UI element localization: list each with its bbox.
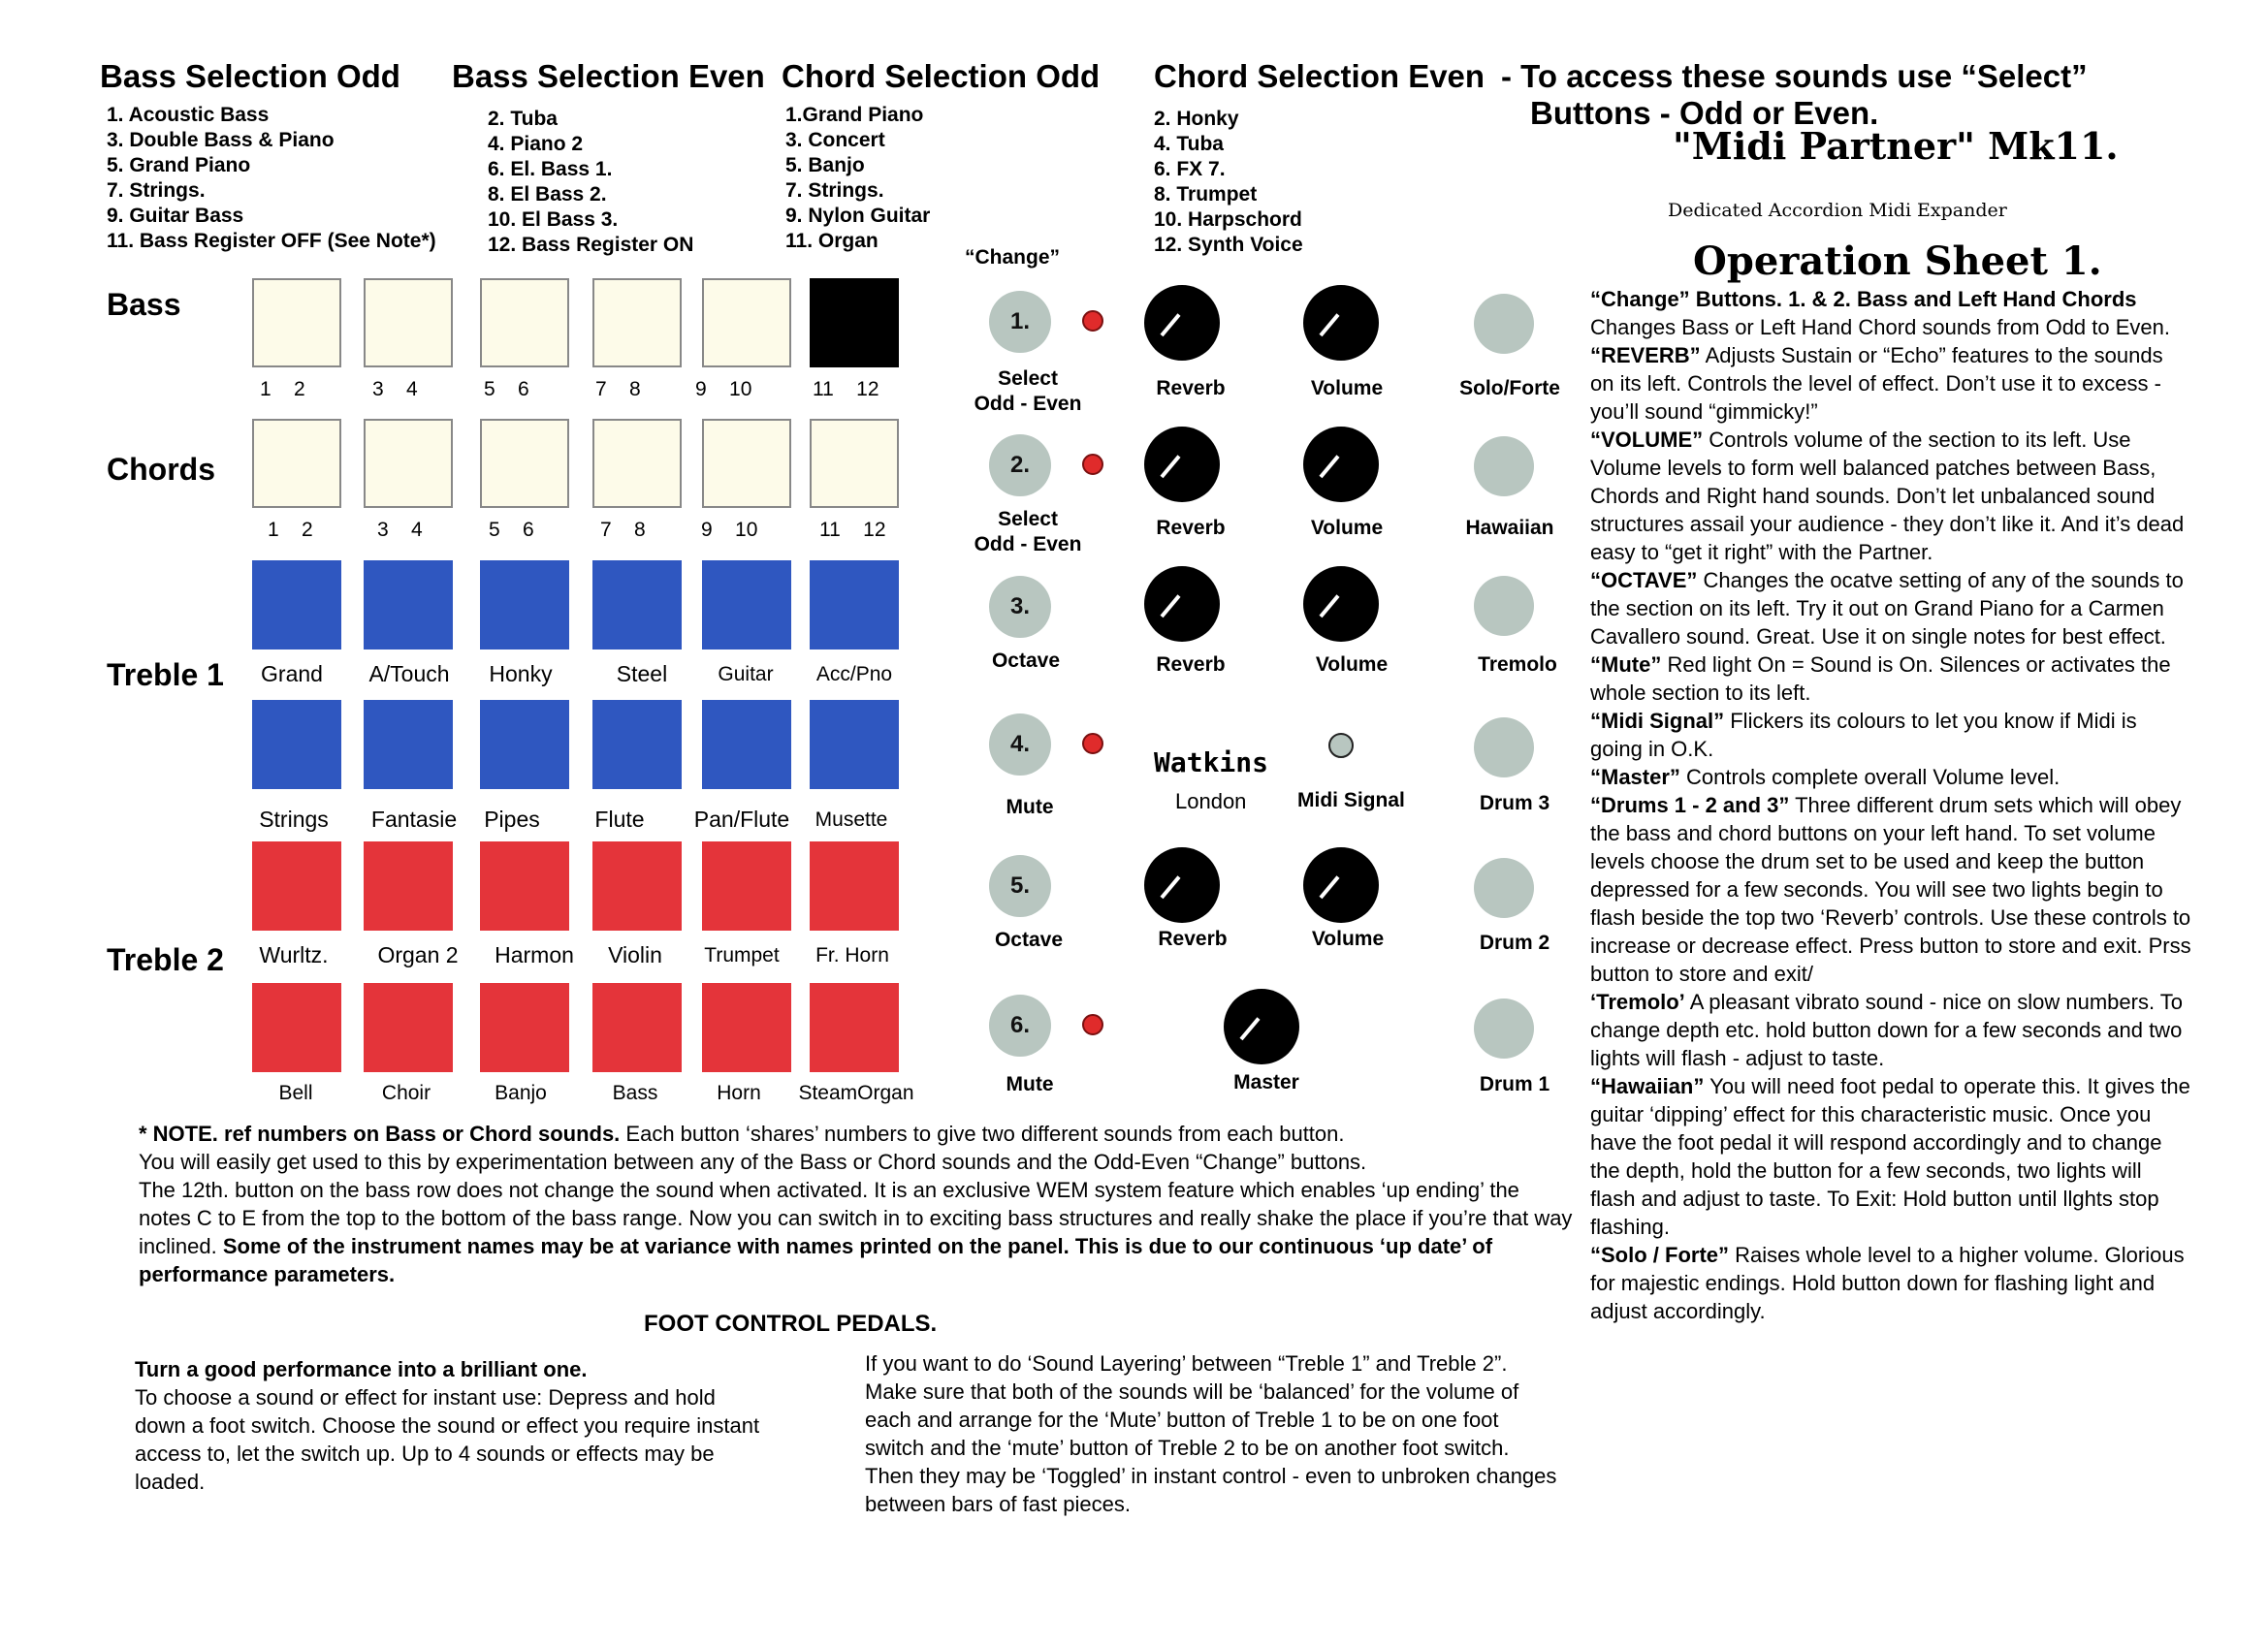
pad-label: Violin	[608, 942, 662, 967]
bass-number-label: 7 8	[595, 378, 641, 400]
bass-number-label: 9 10	[695, 378, 752, 400]
button-label: Tremolo	[1478, 653, 1557, 676]
note-paragraph	[139, 1120, 1574, 1288]
pad-label: Steel	[616, 661, 668, 686]
list-item: 10. El Bass 3.	[488, 208, 619, 231]
pad-label: Bass	[612, 1082, 658, 1104]
list-item: 7. Strings.	[785, 179, 884, 202]
button-label: Select Odd - Even	[974, 367, 1082, 415]
octave-button-3[interactable]: 3.	[989, 576, 1051, 638]
drum-1-button[interactable]	[1474, 998, 1534, 1059]
chord-number-label: 1 2	[268, 519, 313, 541]
side-item: “OCTAVE” Changes the ocatve setting of any of the sounds to the section on its left. Try it out on Grand Piano for a Carmen Cavallero sound. Great. Use it on single notes for best effect.	[1590, 568, 2184, 649]
chord-button-5[interactable]	[702, 419, 791, 508]
change-header: “Change”	[965, 246, 1061, 269]
pad-label: Guitar	[718, 663, 774, 685]
bass-button-6[interactable]	[810, 278, 899, 367]
side-item: “Change” Buttons. 1. & 2. Bass and Left Hand Chords Changes Bass or Left Hand Chord sounds from Odd to Even.	[1590, 287, 2170, 339]
treble2-button-organ2[interactable]	[364, 841, 453, 931]
pad-label: Musette	[815, 808, 888, 831]
note-text: Each button ‘shares’ numbers to give two different sounds from each button.	[620, 1122, 1345, 1146]
brand-city: London	[1175, 789, 1247, 813]
list-item: 3. Double Bass & Piano	[107, 129, 335, 151]
bass-number-label: 11 12	[813, 378, 879, 400]
treble1-button-flute[interactable]	[592, 700, 682, 789]
midi-signal-label: Midi Signal	[1297, 789, 1405, 811]
pad-label: Fantasie	[370, 807, 458, 832]
treble2-button-trumpet[interactable]	[702, 841, 791, 931]
bass-odd-header: Bass Selection Odd	[100, 58, 400, 94]
pad-label: Pipes	[484, 807, 540, 832]
button-label: Mute	[1006, 796, 1054, 818]
pad-label: Trumpet	[704, 944, 780, 967]
midi-signal-light	[1328, 733, 1354, 758]
note-text: You will easily get used to this by experimentation between any of the Bass or Chord sounds and the Odd-Even “Change” buttons.	[139, 1150, 1367, 1174]
treble2-button-horn[interactable]	[702, 983, 791, 1072]
side-item: “VOLUME” Controls volume of the section to its left. Use Volume levels to form well balanced patches between Bass, Chords and Right hand sounds. Don’t let unbalanced sound structures assail your audience - they don’t like it. And it’s dead easy to “get it right” with the Partner.	[1590, 428, 2185, 564]
bass-number-label: 5 6	[484, 378, 529, 400]
side-item: “Hawaiian” You will need foot pedal to operate this. It gives the guitar ‘dipping’ effect for this characteristic music. Once you have the foot pedal it will respond accordingly and to change the depth, hold the button for a few seconds, two lights will flash and adjust to taste. To Exit: Hold button until llghts stop flashing.	[1590, 1074, 2190, 1239]
chord-even-list	[1154, 107, 1303, 258]
list-item: 4. Tuba	[1154, 133, 1224, 155]
bass-button-2[interactable]	[364, 278, 453, 367]
pad-label: Pan/Flute	[693, 807, 790, 832]
button-label: Solo/Forte	[1459, 377, 1560, 399]
list-item: 8. Trumpet	[1154, 183, 1258, 206]
list-item: 2. Tuba	[488, 108, 558, 130]
knob-label: Volume	[1315, 653, 1389, 676]
volume-knob[interactable]	[1303, 847, 1379, 923]
hawaiian-button[interactable]	[1474, 436, 1534, 496]
pad-label: Bell	[278, 1082, 313, 1104]
treble2-button-violin[interactable]	[592, 841, 682, 931]
list-item: 11. Bass Register OFF (See Note*)	[107, 230, 436, 252]
treble2-button-frhorn[interactable]	[810, 841, 899, 931]
chord-number-label: 7 8	[600, 519, 646, 541]
side-item: “Mute” Red light On = Sound is On. Silences or activates the whole section to its left.	[1590, 652, 2171, 705]
foot-left-text: To choose a sound or effect for instant use: Depress and hold down a foot switch. Choose the sound or effect you require instant access to, let the switch up. Up to 4 sounds or effects may be loaded.	[135, 1385, 760, 1494]
master-knob[interactable]	[1224, 989, 1299, 1064]
knob-label: Volume	[1310, 377, 1384, 399]
pad-label: Honky	[489, 661, 553, 686]
volume-knob[interactable]	[1303, 566, 1379, 642]
access-note-line1: - To access these sounds use “Select”	[1501, 58, 2088, 94]
button-label: Hawaiian	[1465, 517, 1554, 539]
list-item: 3. Concert	[785, 129, 885, 151]
side-item: “Drums 1 - 2 and 3” Three different drum sets which will obey the bass and chord buttons on your left hand. To set volume levels choose the drum set to be used and keep the button depressed for a few seconds. You will see two lights begin to flash beside the top two ‘Reverb’ controls. Use these controls to increase or decrease effect. Press button to store and exit. Prss button to store and exit/	[1590, 793, 2191, 986]
treble1-button-accpno[interactable]	[810, 560, 899, 650]
treble2-button-bass[interactable]	[592, 983, 682, 1072]
drum-2-button[interactable]	[1474, 858, 1534, 918]
sheet-title: Operation Sheet 1.	[1693, 238, 2102, 284]
reverb-knob[interactable]	[1144, 566, 1220, 642]
list-item: 6. El. Bass 1.	[488, 158, 613, 180]
bass-button-1[interactable]	[252, 278, 341, 367]
product-subtitle: Dedicated Accordion Midi Expander	[1668, 200, 2007, 221]
button-label: Drum 2	[1479, 932, 1550, 954]
knob-label: Reverb	[1156, 653, 1226, 676]
row-label-treble1: Treble 1	[107, 657, 224, 692]
button-label: Mute	[1006, 1073, 1054, 1095]
volume-knob[interactable]	[1303, 427, 1379, 502]
list-item: 4. Piano 2	[488, 133, 584, 155]
knob-label: Reverb	[1156, 377, 1226, 399]
pad-label: Grand	[261, 661, 323, 686]
led-indicator	[1082, 733, 1103, 754]
button-label: Drum 1	[1479, 1073, 1550, 1095]
list-item: 1.Grand Piano	[785, 104, 924, 126]
pad-label: Wurltz.	[259, 942, 329, 967]
led-indicator	[1082, 454, 1103, 475]
side-item: “REVERB” Adjusts Sustain or “Echo” features to the sounds on its left. Controls the level of effect. Don’t use it to excess - you’ll sound “gimmicky!”	[1590, 343, 2163, 424]
chord-number-label: 3 4	[377, 519, 423, 541]
pad-label: Acc/Pno	[815, 663, 893, 685]
treble1-button-grand[interactable]	[252, 560, 341, 650]
volume-knob[interactable]	[1303, 285, 1379, 361]
bass-even-list	[488, 107, 693, 258]
reverb-knob[interactable]	[1144, 847, 1220, 923]
chord-button-3[interactable]	[480, 419, 569, 508]
side-explanations	[1590, 285, 2191, 1325]
chord-button-4[interactable]	[592, 419, 682, 508]
brand-name: Watkins	[1154, 746, 1269, 778]
side-item: “Solo / Forte” Raises whole level to a higher volume. Glorious for majestic endings. Hold button down for flashing light and adjust accordingly.	[1590, 1243, 2185, 1323]
list-item: 11. Organ	[785, 230, 878, 252]
pad-label: Banjo	[495, 1082, 547, 1104]
chord-number-label: 9 10	[701, 519, 758, 541]
treble2-button-steamorgan[interactable]	[810, 983, 899, 1072]
row-label-treble2: Treble 2	[107, 942, 224, 977]
button-label: Drum 3	[1479, 792, 1550, 814]
knob-label: Volume	[1311, 928, 1385, 950]
chord-odd-list	[785, 103, 930, 254]
tremolo-button[interactable]	[1474, 576, 1534, 636]
bass-number-label: 1 2	[260, 378, 305, 400]
list-item: 7. Strings.	[107, 179, 206, 202]
bass-button-5[interactable]	[702, 278, 791, 367]
treble2-button-bell[interactable]	[252, 983, 341, 1072]
bass-even-header: Bass Selection Even	[452, 58, 765, 94]
note-lead: * NOTE. ref numbers on Bass or Chord sounds.	[139, 1122, 621, 1146]
knob-label: Master	[1233, 1071, 1299, 1093]
chord-button-1[interactable]	[252, 419, 341, 508]
treble1-button-fantasie[interactable]	[364, 700, 453, 789]
treble2-button-banjo[interactable]	[480, 983, 569, 1072]
row-label-bass: Bass	[107, 287, 181, 322]
list-item: 12. Bass Register ON	[488, 234, 694, 256]
mute-button-4[interactable]: 4.	[989, 713, 1051, 776]
side-item: ‘Tremolo’ A pleasant vibrato sound - nice on slow numbers. To change depth etc. hold button down for a few seconds and two lights will flash - adjust to taste.	[1590, 990, 2184, 1070]
treble1-button-pipes[interactable]	[480, 700, 569, 789]
bass-odd-list	[107, 103, 436, 254]
treble1-button-strings[interactable]	[252, 700, 341, 789]
foot-title: FOOT CONTROL PEDALS.	[644, 1311, 938, 1337]
list-item: 9. Guitar Bass	[107, 205, 244, 227]
treble2-button-choir[interactable]	[364, 983, 453, 1072]
button-label: Octave	[994, 929, 1064, 951]
list-item: 5. Banjo	[785, 154, 865, 176]
foot-left-bold: Turn a good performance into a brilliant one.	[135, 1357, 588, 1381]
chord-number-label: 11 12	[819, 519, 886, 541]
change-button-2[interactable]: 2.	[989, 434, 1051, 496]
bass-number-label: 3 4	[372, 378, 418, 400]
row-label-chords: Chords	[107, 452, 215, 487]
button-label: Octave	[991, 650, 1061, 672]
foot-left-paragraph	[135, 1355, 765, 1496]
led-indicator	[1082, 1014, 1103, 1035]
chord-number-label: 5 6	[489, 519, 534, 541]
knob-label: Volume	[1310, 517, 1384, 539]
list-item: 12. Synth Voice	[1154, 234, 1303, 256]
knob-label: Reverb	[1158, 928, 1228, 950]
led-indicator	[1082, 310, 1103, 332]
button-label: Select Odd - Even	[974, 508, 1082, 555]
reverb-knob[interactable]	[1144, 427, 1220, 502]
chord-button-6[interactable]	[810, 419, 899, 508]
treble1-button-steel[interactable]	[592, 560, 682, 650]
mute-button-6[interactable]: 6.	[989, 995, 1051, 1057]
side-item: “Master” Controls complete overall Volume level.	[1590, 765, 2060, 789]
solo-forte-button[interactable]	[1474, 294, 1534, 354]
chord-odd-header: Chord Selection Odd	[782, 58, 1101, 94]
treble1-button-atouch[interactable]	[364, 560, 453, 650]
list-item: 6. FX 7.	[1154, 158, 1226, 180]
pad-label: Harmon	[495, 942, 574, 967]
change-button-1[interactable]: 1.	[989, 291, 1051, 353]
treble1-button-panflute[interactable]	[702, 700, 791, 789]
pad-label: Flute	[594, 807, 645, 832]
pad-label: Horn	[717, 1082, 761, 1104]
list-item: 2. Honky	[1154, 108, 1239, 130]
chord-even-header: Chord Selection Even	[1154, 58, 1485, 94]
octave-button-5[interactable]: 5.	[989, 855, 1051, 917]
drum-3-button[interactable]	[1474, 717, 1534, 777]
pad-label: Strings	[259, 807, 329, 832]
knob-label: Reverb	[1156, 517, 1226, 539]
access-note-line2: Buttons - Odd or Even.	[1530, 95, 1879, 131]
reverb-knob[interactable]	[1144, 285, 1220, 361]
note-bold-end: Some of the instrument names may be at variance with names printed on the panel. This is due to our continuous ‘up date’ of performance parameters.	[139, 1234, 1493, 1286]
list-item: 5. Grand Piano	[107, 154, 251, 176]
chord-button-2[interactable]	[364, 419, 453, 508]
pad-label: A/Touch	[368, 661, 450, 686]
product-title: "Midi Partner" Mk11.	[1673, 124, 2119, 168]
foot-right-paragraph: If you want to do ‘Sound Layering’ between “Treble 1” and Treble 2”. Make sure that both of the sounds will be ‘balanced’ for the volume of each and arrange for the ‘Mute’ button of Treble 1 to be on one foot switch and the ‘mute’ button of Treble 2 to be on another foot switch. Then they may be ‘Toggled’ in instant control - even to unbroken changes between bars of fast pieces.	[865, 1351, 1557, 1516]
pad-label: Fr. Horn	[815, 944, 889, 967]
bass-button-4[interactable]	[592, 278, 682, 367]
list-item: 8. El Bass 2.	[488, 183, 607, 206]
pad-label: SteamOrgan	[798, 1082, 914, 1104]
treble1-button-guitar[interactable]	[702, 560, 791, 650]
note-text: The 12th. button on the bass row does not change the sound when activated. It is an exclusive WEM system feature which enables ‘up ending’ the notes C to E from the top to the bottom of the bass range. Now you can switch in to exciting bass structures and really shake the place if you’re that way inclined.	[139, 1178, 1573, 1258]
list-item: 10. Harpschord	[1154, 208, 1302, 231]
pad-label: Choir	[381, 1082, 431, 1104]
list-item: 1. Acoustic Bass	[107, 104, 270, 126]
treble1-button-honky[interactable]	[480, 560, 569, 650]
treble1-button-musette[interactable]	[810, 700, 899, 789]
treble2-button-wurltz[interactable]	[252, 841, 341, 931]
list-item: 9. Nylon Guitar	[785, 205, 931, 227]
pad-label: Organ 2	[377, 942, 459, 967]
treble2-button-harmon[interactable]	[480, 841, 569, 931]
side-item: “Midi Signal” Flickers its colours to let you know if Midi is going in O.K.	[1590, 709, 2137, 761]
bass-button-3[interactable]	[480, 278, 569, 367]
